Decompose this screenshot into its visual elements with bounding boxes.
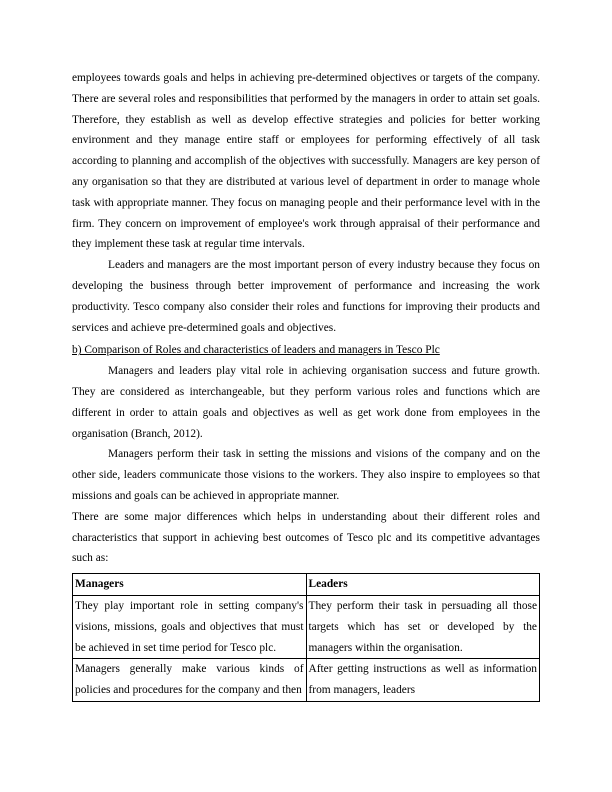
- paragraph-managers-roles: employees towards goals and helps in achieving pre-determined objectives or targets of the company. There are several roles and responsibilities that performed by the managers in order to attain set goals. Therefore, they establish as well as develop effective strategies and policies for better working environment and they manage entire staff or employees for performing effectively of all task according to planning and accomplish of the objectives with successfully. Managers are key person of any organisation so that they are distributed at various level of department in order to manage whole task with appropriate manner. They focus on managing people and their performance level with in the firm. They concern on improvement of employee's work through appraisal of their performance and they implement these task at regular time intervals.: [72, 72, 540, 251]
- table-cell: Managers generally make various kinds of policies and procedures for the company and then: [73, 659, 307, 702]
- table-row: [73, 659, 540, 702]
- citation: Branch, 2012: [134, 427, 197, 440]
- paragraph-vital-role-end: ).: [196, 427, 203, 440]
- paragraph-major-differences: There are some major differences which helps in understanding about their different roles and characteristics that support in achieving best outcomes of Tesco plc and its competitive advantages such as:: [72, 510, 540, 565]
- document-page: [72, 68, 540, 702]
- table-cell: They play important role in setting company's visions, missions, goals and objectives that must be achieved in set time period for Tesco plc.: [73, 595, 307, 658]
- paragraph-missions-visions: Managers perform their task in setting the missions and visions of the company and on the other side, leaders communicate those visions to the workers. They also inspire to employees so that missions and goals can be achieved in appropriate manner.: [72, 448, 540, 502]
- table-cell: They perform their task in persuading all those targets which has set or developed by the managers within the organisation.: [306, 595, 540, 658]
- paragraph-vital-role: [72, 361, 540, 444]
- comparison-table: [72, 573, 540, 702]
- paragraph-vital-role-text: Managers and leaders play vital role in achieving organisation success and future growth. They are considered as interchangeable, but they perform various roles and functions which are different in order to attain goals and objectives as well as get work done from employees in the organisation (: [72, 365, 540, 440]
- section-heading: b) Comparison of Roles and characteristics of leaders and managers in Tesco Plc: [72, 344, 440, 357]
- paragraph-leaders-managers-importance: Leaders and managers are the most important person of every industry because they focus on developing the business through better improvement of performance and increasing the work productivity. Tesco company also consider their roles and functions for improving their products and services and achieve pre-determined goals and objectives.: [72, 259, 540, 334]
- table-header-row: [73, 574, 540, 596]
- header-managers: Managers: [73, 574, 307, 596]
- table-cell: After getting instructions as well as information from managers, leaders: [306, 659, 540, 702]
- table-row: [73, 595, 540, 658]
- header-leaders: Leaders: [306, 574, 540, 596]
